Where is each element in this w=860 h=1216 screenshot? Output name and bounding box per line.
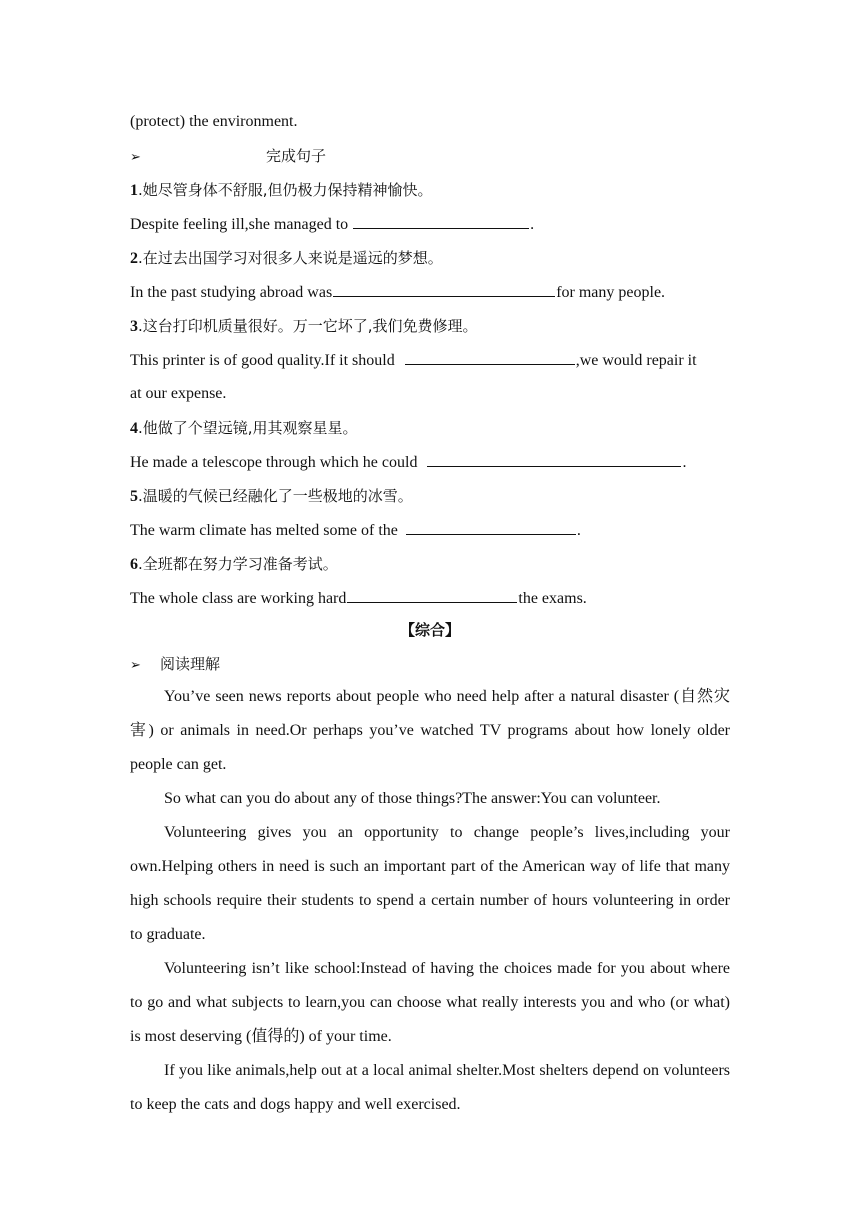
answer-blank[interactable] [406, 520, 576, 535]
item-3-chinese [130, 316, 730, 337]
item-number: 6 [130, 556, 138, 573]
item-6-chinese [130, 554, 730, 575]
item-4-chinese [130, 418, 730, 439]
arrow-bullet-icon: ➢ [130, 658, 141, 673]
item-chinese-text: .温暖的气候已经融化了一些极地的冰雪。 [138, 487, 413, 505]
item-english-suffix: the exams. [518, 590, 587, 607]
item-5-english [130, 520, 730, 541]
section-title: 阅读理解 [160, 655, 221, 673]
section-header-reading [130, 654, 730, 676]
answer-blank[interactable] [353, 214, 529, 229]
item-english-prefix: Despite feeling ill,she managed to [130, 216, 349, 233]
item-english-prefix: The warm climate has melted some of the [130, 522, 398, 539]
item-2-english [130, 282, 730, 303]
item-number: 4 [130, 420, 138, 437]
passage-paragraph-5: If you like animals,help out at a local animal shelter.Most shelters depend on volunteers to keep the cats and dogs happy and well exercised. [130, 1062, 730, 1113]
item-chinese-text: .全班都在努力学习准备考试。 [138, 555, 338, 573]
item-english-suffix: ,we would repair it [575, 352, 697, 369]
item-number: 2 [130, 250, 138, 267]
answer-blank[interactable] [333, 282, 555, 297]
item-english-suffix: . [682, 454, 687, 471]
item-english-suffix: for many people. [556, 284, 666, 301]
answer-blank[interactable] [347, 588, 517, 603]
item-4-english [130, 452, 730, 473]
answer-blank[interactable] [405, 350, 575, 365]
item-chinese-text: .她尽管身体不舒服,但仍极力保持精神愉快。 [138, 181, 433, 199]
item-english-prefix: In the past studying abroad was [130, 284, 333, 301]
item-chinese-text: .他做了个望远镜,用其观察星星。 [138, 419, 358, 437]
passage-paragraph-4: Volunteering isn’t like school:Instead of having the choices made for you about where to go and what subjects to learn,you can choose what really interests you and who (or what) is most deserving (值得的) of your time. [130, 960, 730, 1045]
section-header-complete-sentences [130, 146, 730, 168]
item-english-prefix: The whole class are working hard [130, 590, 347, 607]
item-number: 3 [130, 318, 138, 335]
arrow-bullet-icon: ➢ [130, 150, 141, 165]
answer-blank[interactable] [427, 452, 681, 467]
item-1-english [130, 214, 730, 235]
item-number: 5 [130, 488, 138, 505]
item-3-english-continued: at our expense. [130, 385, 227, 402]
continuation-line: (protect) the environment. [130, 113, 298, 130]
passage-paragraph-3: Volunteering gives you an opportunity to change people’s lives,including your own.Helping others in need is such an important part of the American way of life that many high schools require their students to spend a certain number of hours volunteering in order to graduate. [130, 824, 730, 943]
passage-paragraph-2: So what can you do about any of those things?The answer:You can volunteer. [164, 790, 661, 807]
item-chinese-text: .这台打印机质量很好。万一它坏了,我们免费修理。 [138, 317, 478, 335]
item-english-suffix: . [576, 522, 581, 539]
item-english-prefix: This printer is of good quality.If it should [130, 352, 395, 369]
item-5-chinese [130, 486, 730, 507]
item-3-english [130, 350, 730, 371]
item-number: 1 [130, 182, 138, 199]
section-heading: 【综合】 [399, 621, 460, 639]
item-english-prefix: He made a telescope through which he could [130, 454, 418, 471]
item-2-chinese [130, 248, 730, 269]
item-english-suffix: . [530, 216, 535, 233]
item-1-chinese [130, 180, 730, 201]
item-chinese-text: .在过去出国学习对很多人来说是遥远的梦想。 [138, 249, 443, 267]
item-6-english [130, 588, 730, 609]
passage-paragraph-1: You’ve seen news reports about people who need help after a natural disaster (自然灾害) or animals in need.Or perhaps you’ve watched TV programs about how lonely older people can get. [130, 688, 731, 773]
section-title: 完成句子 [266, 147, 327, 165]
